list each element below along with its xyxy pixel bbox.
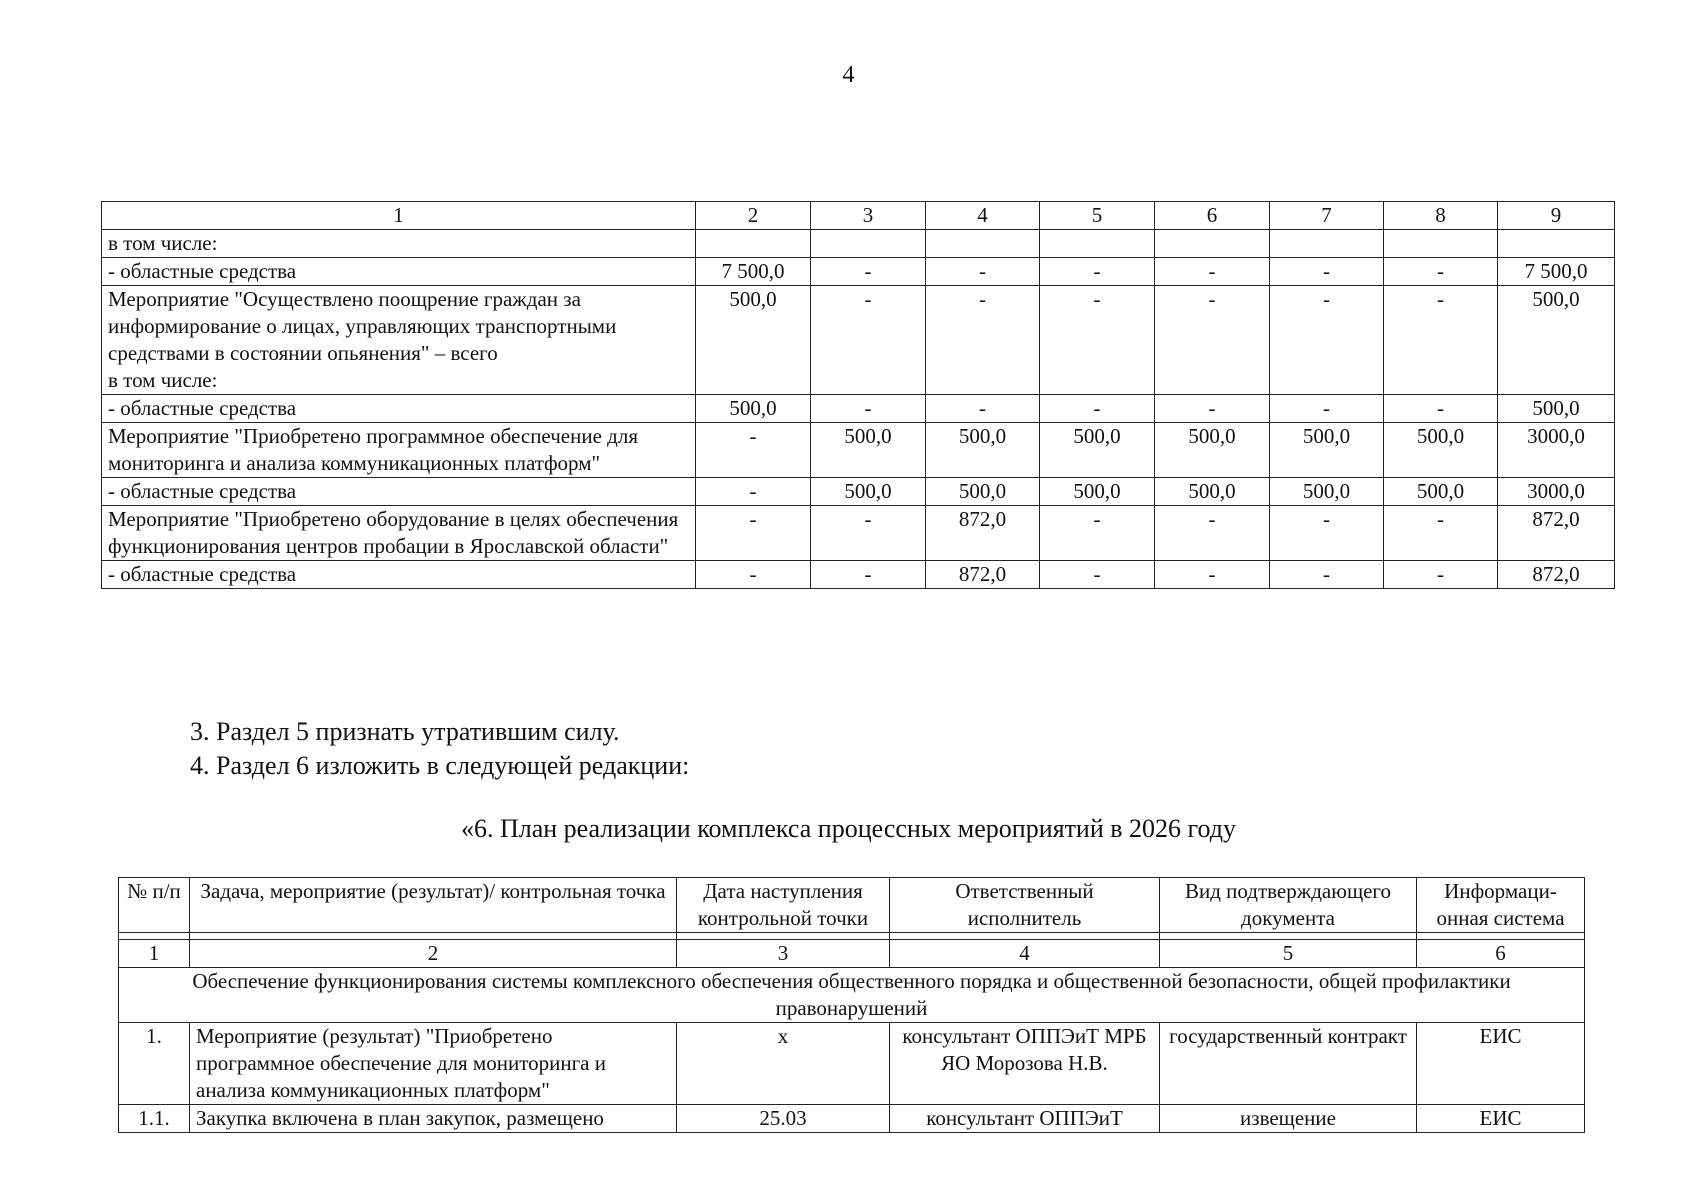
finance-row-label: [102, 286, 696, 395]
gap-cell: [890, 933, 1160, 940]
plan-col-number: 2: [190, 940, 677, 968]
plan-col-number: 4: [890, 940, 1160, 968]
plan-row-date: 25.03: [677, 1105, 890, 1133]
finance-cell: [1498, 230, 1615, 258]
finance-cell: 7 500,0: [1498, 258, 1615, 286]
finance-cell: -: [1040, 286, 1155, 395]
finance-cell: 872,0: [1498, 561, 1615, 589]
finance-row-label: - областные средства: [102, 561, 696, 589]
plan-row-system: ЕИС: [1417, 1105, 1585, 1133]
finance-cell: -: [1384, 395, 1498, 423]
plan-header-row: [119, 878, 1585, 933]
finance-row: [102, 423, 1615, 478]
plan-header-gap: [119, 933, 1585, 940]
plan-row-task: Мероприятие (результат) "Приобретено программное обеспечение для мониторинга и анализа коммуникационных платформ": [190, 1023, 677, 1105]
plan-row-task: Закупка включена в план закупок, размещено: [190, 1105, 677, 1133]
finance-cell: 500,0: [926, 478, 1040, 506]
finance-header-cell: 5: [1040, 202, 1155, 230]
gap-cell: [1160, 933, 1417, 940]
gap-cell: [190, 933, 677, 940]
finance-cell: 500,0: [696, 286, 811, 395]
plan-row: [119, 1105, 1585, 1133]
finance-row-label: - областные средства: [102, 478, 696, 506]
finance-row: [102, 258, 1615, 286]
finance-cell: -: [1155, 286, 1270, 395]
finance-cell: 500,0: [1498, 395, 1615, 423]
finance-cell: -: [1155, 506, 1270, 561]
finance-header-cell: 3: [811, 202, 926, 230]
finance-cell: 500,0: [1155, 478, 1270, 506]
finance-cell: -: [1040, 258, 1155, 286]
finance-cell: 500,0: [811, 423, 926, 478]
plan-group-row: [119, 968, 1585, 1023]
finance-cell: 500,0: [811, 478, 926, 506]
finance-cell: -: [696, 478, 811, 506]
finance-table: [101, 201, 1615, 589]
plan-table: [118, 877, 1585, 1133]
plan-row-document: государственный контракт: [1160, 1023, 1417, 1105]
finance-cell: -: [926, 286, 1040, 395]
finance-cell: -: [696, 423, 811, 478]
finance-row-label-text: Мероприятие "Осуществлено поощрение граждан за информирование о лицах, управляющих транспортными средствами в состоянии опьянения" – всего: [108, 287, 617, 365]
finance-cell: [1270, 230, 1384, 258]
plan-number-row: [119, 940, 1585, 968]
finance-cell: [1384, 230, 1498, 258]
finance-cell: 872,0: [926, 561, 1040, 589]
finance-row-label: - областные средства: [102, 395, 696, 423]
finance-cell: 500,0: [1040, 423, 1155, 478]
plan-col-number: 3: [677, 940, 890, 968]
plan-header-responsible: Ответственный исполнитель: [890, 878, 1160, 933]
finance-cell: -: [1155, 395, 1270, 423]
finance-cell: -: [1040, 561, 1155, 589]
finance-row-label: в том числе:: [102, 230, 696, 258]
finance-cell: -: [1270, 395, 1384, 423]
finance-cell: 500,0: [696, 395, 811, 423]
finance-row: [102, 230, 1615, 258]
finance-cell: [926, 230, 1040, 258]
finance-cell: 3000,0: [1498, 478, 1615, 506]
finance-cell: -: [1384, 286, 1498, 395]
plan-row-document: извещение: [1160, 1105, 1417, 1133]
plan-col-number: 1: [119, 940, 190, 968]
finance-cell: -: [1270, 506, 1384, 561]
plan-header-task: Задача, мероприятие (результат)/ контрольная точка: [190, 878, 677, 933]
finance-cell: -: [1270, 286, 1384, 395]
plan-col-number: 5: [1160, 940, 1417, 968]
plan-row: [119, 1023, 1585, 1105]
finance-cell: 3000,0: [1498, 423, 1615, 478]
plan-header-num: № п/п: [119, 878, 190, 933]
finance-cell: [696, 230, 811, 258]
plan-row-num: 1.: [119, 1023, 190, 1105]
finance-row-label: Мероприятие "Приобретено программное обеспечение для мониторинга и анализа коммуникационных платформ": [102, 423, 696, 478]
finance-cell: [1040, 230, 1155, 258]
finance-cell: -: [1270, 258, 1384, 286]
plan-header-date: Дата наступления контрольной точки: [677, 878, 890, 933]
finance-row-label-extra: в том числе:: [108, 368, 218, 392]
finance-cell: -: [1040, 506, 1155, 561]
gap-cell: [1417, 933, 1585, 940]
section-title: «6. План реализации комплекса процессных мероприятий в 2026 году: [460, 814, 1237, 843]
plan-row-num: 1.1.: [119, 1105, 190, 1133]
finance-cell: -: [1384, 561, 1498, 589]
finance-row: [102, 478, 1615, 506]
finance-cell: 500,0: [1040, 478, 1155, 506]
finance-cell: -: [1155, 258, 1270, 286]
finance-row: [102, 506, 1615, 561]
finance-cell: -: [1040, 395, 1155, 423]
plan-header-document: Вид подтверждающего документа: [1160, 878, 1417, 933]
finance-cell: -: [811, 395, 926, 423]
finance-header-cell: 4: [926, 202, 1040, 230]
finance-header-cell: 6: [1155, 202, 1270, 230]
finance-row: [102, 286, 1615, 395]
plan-group-title: Обеспечение функционирования системы комплексного обеспечения общественного порядка и общественной безопасности, общей профилактики правонарушений: [119, 968, 1585, 1023]
finance-cell: -: [1384, 258, 1498, 286]
finance-row: [102, 561, 1615, 589]
finance-cell: -: [926, 258, 1040, 286]
plan-row-responsible: консультант ОППЭиТ: [890, 1105, 1160, 1133]
plan-header-system: Информаци- онная система: [1417, 878, 1585, 933]
finance-cell: -: [1155, 561, 1270, 589]
finance-header-cell: 8: [1384, 202, 1498, 230]
plan-col-number: 6: [1417, 940, 1585, 968]
finance-row-label: Мероприятие "Приобретено оборудование в целях обеспечения функционирования центров пробации в Ярославской области": [102, 506, 696, 561]
finance-cell: -: [1384, 506, 1498, 561]
finance-cell: -: [926, 395, 1040, 423]
finance-cell: 500,0: [1270, 423, 1384, 478]
finance-cell: [1155, 230, 1270, 258]
finance-cell: -: [811, 286, 926, 395]
gap-cell: [119, 933, 190, 940]
finance-cell: -: [811, 561, 926, 589]
finance-cell: 872,0: [1498, 506, 1615, 561]
paragraph-3: 3. Раздел 5 признать утратившим силу.: [190, 717, 620, 746]
finance-cell: 500,0: [1270, 478, 1384, 506]
finance-header-cell: 7: [1270, 202, 1384, 230]
finance-cell: 500,0: [1498, 286, 1615, 395]
page-number: 4: [842, 62, 855, 88]
finance-cell: 7 500,0: [696, 258, 811, 286]
finance-header-cell: 2: [696, 202, 811, 230]
finance-header-cell: 1: [102, 202, 696, 230]
finance-cell: 500,0: [926, 423, 1040, 478]
finance-header-cell: 9: [1498, 202, 1615, 230]
finance-cell: -: [696, 561, 811, 589]
gap-cell: [677, 933, 890, 940]
finance-row: [102, 395, 1615, 423]
finance-cell: -: [811, 506, 926, 561]
finance-cell: 500,0: [1384, 423, 1498, 478]
finance-cell: -: [811, 258, 926, 286]
finance-cell: -: [1270, 561, 1384, 589]
finance-cell: 872,0: [926, 506, 1040, 561]
plan-row-date: х: [677, 1023, 890, 1105]
finance-cell: 500,0: [1155, 423, 1270, 478]
plan-row-responsible: консультант ОППЭиТ МРБ ЯО Морозова Н.В.: [890, 1023, 1160, 1105]
finance-cell: [811, 230, 926, 258]
finance-cell: 500,0: [1384, 478, 1498, 506]
finance-row-label: - областные средства: [102, 258, 696, 286]
finance-header-row: [102, 202, 1615, 230]
plan-row-system: ЕИС: [1417, 1023, 1585, 1105]
paragraph-4: 4. Раздел 6 изложить в следующей редакции:: [190, 751, 690, 780]
finance-cell: -: [696, 506, 811, 561]
